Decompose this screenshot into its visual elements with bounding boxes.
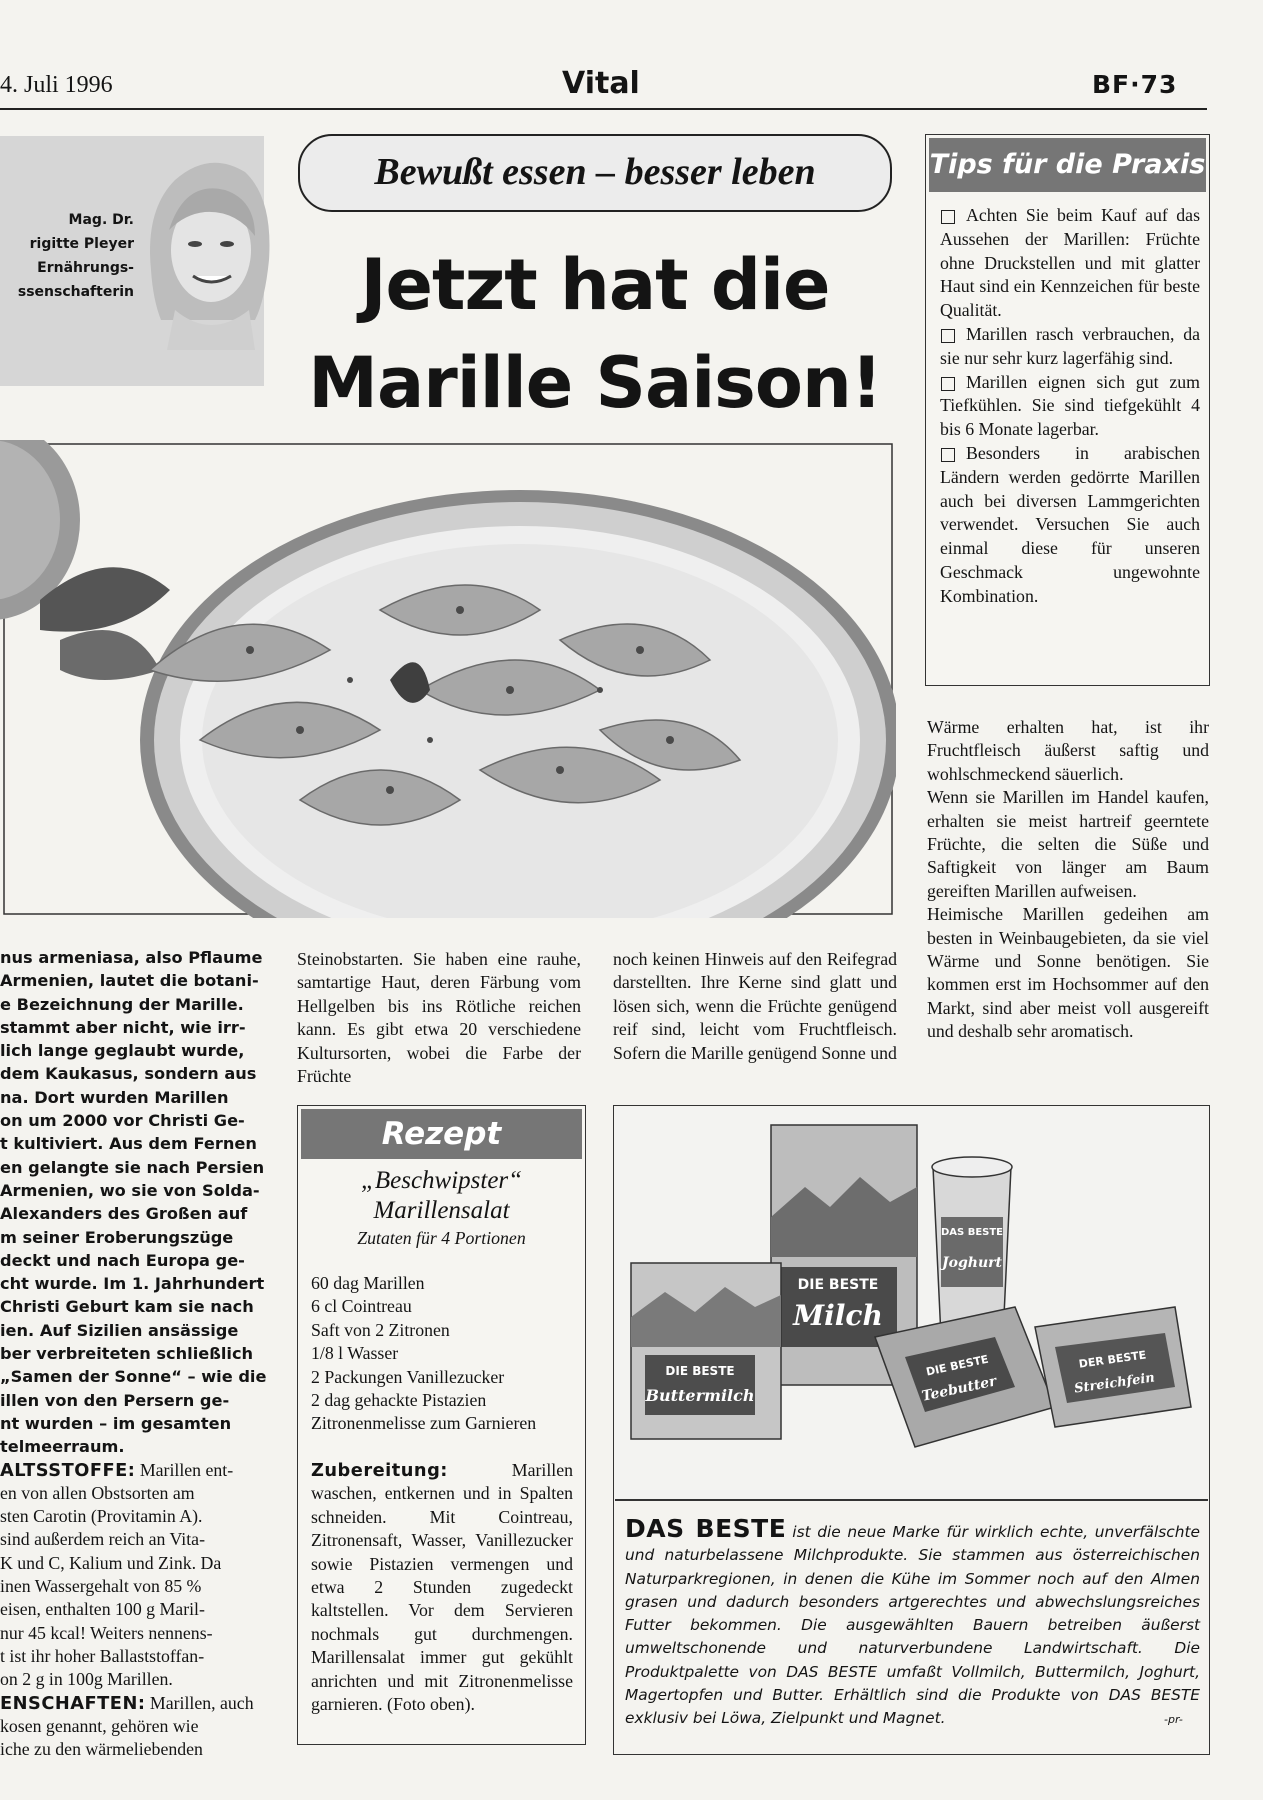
advertisement-signature: -pr- (1164, 1713, 1183, 1726)
inhaltsstoffe-label: ALTSSTOFFE: (0, 1459, 136, 1481)
joghurt-cup-label: DAS BESTE (940, 1227, 1004, 1238)
section-title: Vital (562, 66, 640, 101)
inhaltsstoffe-text: Marillen ent- en von allen Obstsorten am sten Carotin (Provitamin A). sind außerdem reich an Vita- K und C, Kalium und Zink. Da inen Wassergehalt von 85 % eisen, enthalten 100 g Maril- nur 45 kcal! Weiters nennens- t ist ihr hoher Ballaststoffan- on 2 g in 100g Marillen. (0, 1459, 234, 1690)
streichfein-script: Streichfein (1073, 1370, 1156, 1397)
author-line: Mag. Dr. (68, 212, 134, 228)
recipe-servings: Zutaten für 4 Portionen (357, 1228, 526, 1248)
preparation-label: Zubereitung: (311, 1460, 448, 1481)
article-column-middle-2: noch keinen Hinweis auf den Reifegrad darstellten. Ihre Kerne sind glatt und lösen sich, wenn die Früchte genügend reif sind, leicht vom Fruchtfleisch. Sofern die Marille genügend Sonne und (613, 949, 897, 1063)
apricot-salad-photo (0, 440, 896, 918)
page-number: BF·73 (1092, 70, 1178, 99)
ingredient: 2 dag gehackte Pistazien (311, 1390, 487, 1411)
tips-title: Tips für die Praxis (929, 138, 1206, 192)
author-line: Ernährungs- (37, 260, 134, 276)
teebutter-script: Teebutter (920, 1373, 998, 1405)
ingredient: Zitronenmelisse zum Garnieren (311, 1413, 537, 1434)
buttermilch-pack-label: DIE BESTE (665, 1364, 735, 1378)
tips-item: Marillen eignen sich gut zum Tiefkühlen. Sie sind tiefgekühlt 4 bis 6 Monate lagerbar. (940, 371, 1200, 442)
dairy-products-photo (615, 1107, 1208, 1499)
recipe-name-line: „Beschwipster“ (360, 1167, 523, 1194)
ingredient: 60 dag Marillen (311, 1273, 425, 1293)
recipe-name-line: Marillensalat (373, 1197, 510, 1224)
recipe-preparation (311, 1459, 573, 1716)
author-caption (4, 208, 134, 304)
author-line: rigitte Pleyer (29, 236, 134, 252)
eigenschaften-label: ENSCHAFTEN: (0, 1692, 146, 1714)
ad-brand: DAS BESTE (625, 1514, 787, 1543)
ad-body: ist die neue Marke für wirklich echte, unverfälschte und naturbelassene Milchprodukte. Sie stammen aus österreichischen Naturparkregionen, in denen die Kühe im Sommer noch auf den Almen grasen und dadurch besonders artgerechtes und abwechslungsreiches Futter bekommen. Die ausgewählten Bauern betreiben äußerst umweltschonende und naturverbundene Landwirtschaft. Die Produktpalette von DAS BESTE umfaßt Vollmilch, Buttermilch, Joghurt, Magertopfen und Butter. Erhältlich sind die Produkte von DAS BESTE exklusiv bei Löwa, Zielpunkt und Magnet. (625, 1523, 1200, 1728)
paragraph: Wärme erhalten hat, ist ihr Fruchtfleisch äußerst saftig und wohlschmeckend säuerlich. (927, 717, 1209, 784)
streichfein-label: DER BESTE (1078, 1348, 1147, 1371)
recipe-title: Rezept (301, 1109, 582, 1159)
ingredient: 2 Packungen Vanillezucker (311, 1366, 505, 1387)
advertisement-rule (615, 1499, 1208, 1501)
ingredient: Saft von 2 Zitronen (311, 1319, 450, 1340)
article-column-left (0, 946, 270, 1761)
author-portrait (145, 150, 273, 350)
headline-line: Jetzt hat die (360, 244, 830, 326)
tips-item: Achten Sie beim Kauf auf das Aussehen der Marillen: Früchte ohne Druckstellen und mit glatter Haut sind ein Kennzeichen für beste Qualität. (940, 204, 1200, 323)
ingredient: 6 cl Cointreau (311, 1296, 412, 1317)
teebutter-label: DIE BESTE (924, 1352, 990, 1379)
headline-line: Marille Saison! (308, 342, 882, 424)
paragraph: Wenn sie Marillen im Handel kaufen, erhalten sie meist hartreif geerntete Früchte, die selten die Süße und Saftigkeit von länger am Baum gereiften Marillen aufweisen. (927, 787, 1209, 901)
issue-date: 4. Juli 1996 (0, 72, 113, 98)
header-rule (0, 108, 1207, 110)
intro-paragraph: nus armeniasa, also Pflaume Armenien, lautet die botani- e Bezeichnung der Marille. stammt aber nicht, wie irr- lich lange geglaubt wurde, dem Kaukasus, sondern aus na. Dort wurden Marillen on um 2000 vor Christi Ge- t kultiviert. Aus dem Fernen en gelangte sie nach Persien Armenien, wo sie von Solda- Alexanders des Großen auf m seiner Eroberungszüge deckt und nach Europa ge- cht wurde. Im 1. Jahrhundert Christi Geburt kam sie nach ien. Auf Sizilien ansässige ber verbreiteten schließlich „Samen der Sonne“ – wie die illen von den Persern ge- nt wurden – im gesamten telmeerraum. (0, 948, 267, 1457)
tips-item: Besonders in arabischen Ländern werden gedörrte Marillen auch bei diversen Lammgerichten verwendet. Versuchen Sie auch einmal diese für unseren Geschmack ungewohnte Kombination. (940, 442, 1200, 609)
preparation-text: Marillen waschen, entkernen und in Spalten schneiden. Mit Cointreau, Zitronensaft, Wasser, Vanillezucker sowie Pistazien vermengen und etwa 2 Stunden zugedeckt kaltstellen. Vor dem Servieren nochmals gut durchmengen. Marillensalat immer gut gekühlt anrichten und mit Zitronenmelisse garnieren. (Foto oben). (311, 1460, 573, 1715)
paragraph: Heimische Marillen gedeihen am besten in Weinbaugebieten, da sie viel Wärme und Sonne benötigen. Sie kommen erst im Hochsommer auf den Markt, sind aber meist voll ausgereift und deshalb sehr aromatisch. (927, 904, 1209, 1042)
ingredient-list (311, 1272, 573, 1436)
article-column-middle-1: Steinobstarten. Sie haben eine rauhe, samtartige Haut, deren Färbung vom Hellgelben bis ins Rötliche reichen kann. Es gibt etwa 20 verschiedene Kultursorten, wobei die Farbe der Früchte (297, 949, 581, 1087)
ingredient: 1/8 l Wasser (311, 1343, 399, 1364)
inhaltsstoffe-paragraph (0, 1459, 270, 1692)
tips-list (940, 204, 1200, 609)
advertisement-text (625, 1514, 1200, 1731)
article-headline (290, 236, 900, 432)
milch-pack-script: Milch (793, 1299, 883, 1332)
eigenschaften-paragraph (0, 1692, 270, 1762)
milch-pack-label: DIE BESTE (797, 1277, 879, 1293)
tips-item: Marillen rasch verbrauchen, da sie nur sehr kurz lagerfähig sind. (940, 323, 1200, 371)
joghurt-cup-script: Joghurt (942, 1255, 1002, 1271)
article-column-right (927, 716, 1209, 1044)
eigenschaften-text: Marillen, auch kosen genannt, gehören wie iche zu den wärmeliebenden (0, 1692, 254, 1760)
article-tagline: Bewußt essen – besser leben (298, 134, 892, 212)
recipe-name (301, 1166, 582, 1226)
author-line: ssenschafterin (17, 284, 134, 300)
buttermilch-pack-script: Buttermilch (645, 1386, 755, 1405)
